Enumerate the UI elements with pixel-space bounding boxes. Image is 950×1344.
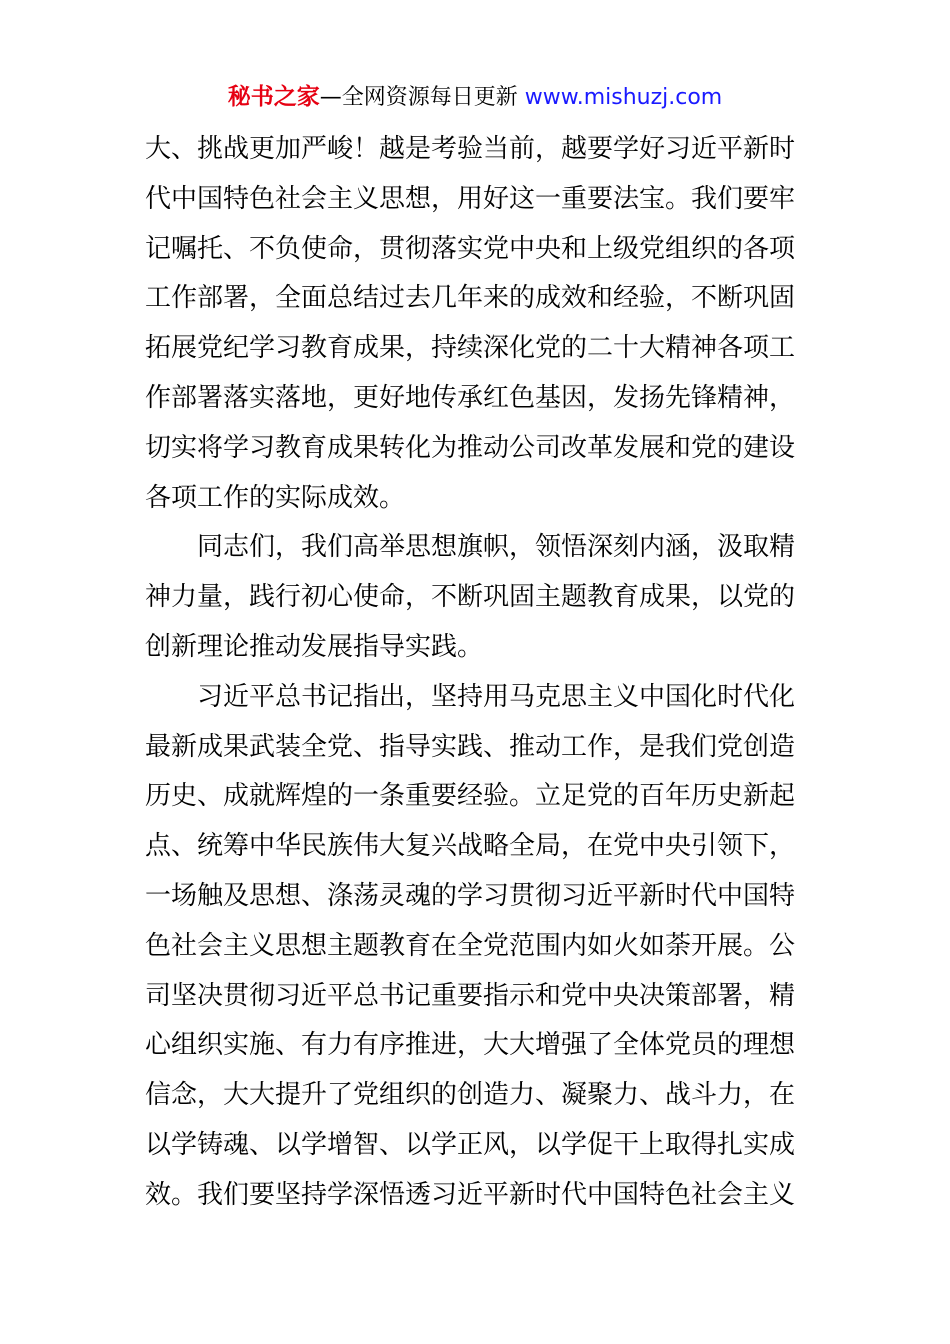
body-line: 同志们，我们高举思想旗帜，领悟深刻内涵，汲取精 xyxy=(197,532,796,563)
body-line: 司坚决贯彻习近平总书记重要指示和党中央决策部署，精 xyxy=(145,980,796,1011)
body-line: 历史、成就辉煌的一条重要经验。立足党的百年历史新起 xyxy=(145,781,796,812)
body-line: 各项工作的实际成效。 xyxy=(145,482,406,513)
header-url-link[interactable]: www.mishuzj.com xyxy=(524,85,723,110)
body-line: 记嘱托、不负使命，贯彻落实党中央和上级党组织的各项 xyxy=(145,233,796,264)
body-line: 点、统筹中华民族伟大复兴战略全局，在党中央引领下， xyxy=(145,831,796,862)
body-line: 创新理论推动发展指导实践。 xyxy=(145,631,484,662)
body-line: 切实将学习教育成果转化为推动公司改革发展和党的建设 xyxy=(145,432,796,463)
body-line: 一场触及思想、涤荡灵魂的学习贯彻习近平新时代中国特 xyxy=(145,880,796,911)
header-tagline: —全网资源每日更新 xyxy=(319,85,525,110)
body-line: 拓展党纪学习教育成果，持续深化党的二十大精神各项工 xyxy=(145,333,796,364)
body-line: 以学铸魂、以学增智、以学正风，以学促干上取得扎实成 xyxy=(145,1129,796,1160)
body-line: 效。我们要坚持学深悟透习近平新时代中国特色社会主义 xyxy=(145,1179,796,1210)
body-line: 代中国特色社会主义思想，用好这一重要法宝。我们要牢 xyxy=(145,183,796,214)
body-line: 信念，大大提升了党组织的创造力、凝聚力、战斗力，在 xyxy=(145,1080,796,1111)
page-header xyxy=(0,80,950,115)
body-line: 心组织实施、有力有序推进，大大增强了全体党员的理想 xyxy=(145,1030,796,1061)
body-line: 大、挑战更加严峻！越是考验当前，越要学好习近平新时 xyxy=(145,134,796,164)
body-line: 工作部署，全面总结过去几年来的成效和经验，不断巩固 xyxy=(145,283,796,314)
body-line: 作部署落实落地，更好地传承红色基因，发扬先锋精神， xyxy=(145,382,796,413)
document-body xyxy=(145,125,810,1221)
body-line: 最新成果武装全党、指导实践、推动工作，是我们党创造 xyxy=(145,731,796,762)
body-line: 色社会主义思想主题教育在全党范围内如火如荼开展。公 xyxy=(145,930,796,961)
header-brand: 秘书之家 xyxy=(227,84,320,110)
body-line: 神力量，践行初心使命，不断巩固主题教育成果，以党的 xyxy=(145,582,796,613)
body-line: 习近平总书记指出，坚持用马克思主义中国化时代化 xyxy=(197,681,796,712)
